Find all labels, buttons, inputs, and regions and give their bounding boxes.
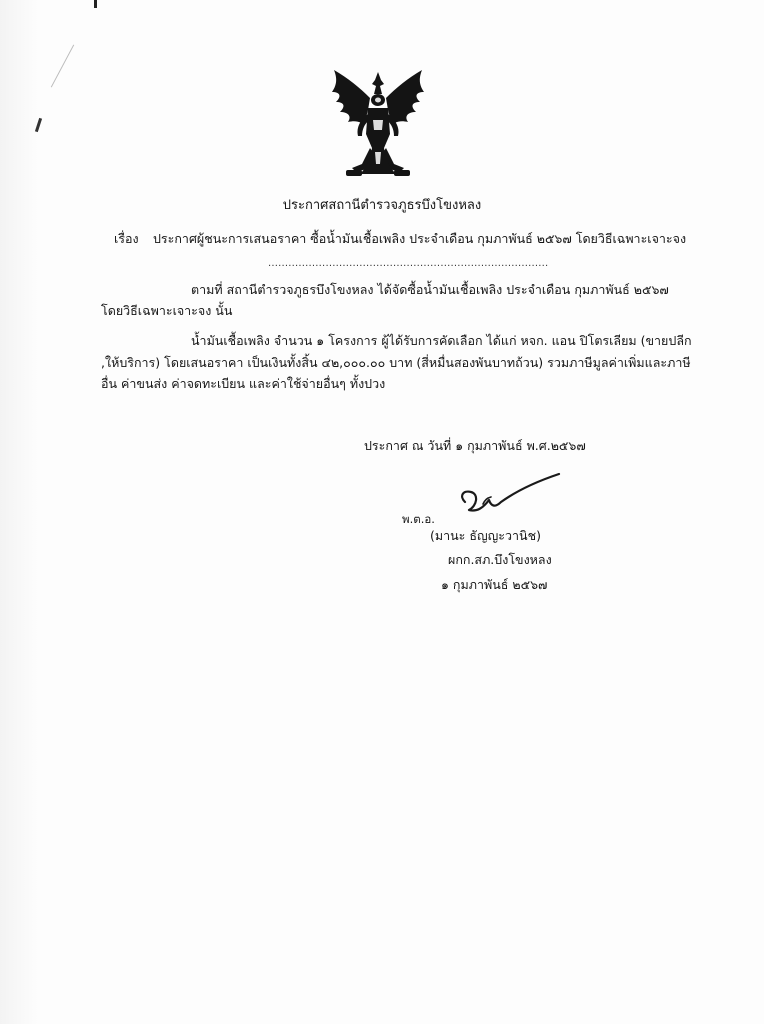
garuda-emblem-icon	[326, 64, 430, 182]
paragraph-2-line-2: ,ให้บริการ) โดยเสนอราคา เป็นเงินทั้งสิ้น ๔๒,๐๐๐.๐๐ บาท (สี่หมื่นสองพันบาทถ้วน) รวมภาษีมูลค่าเพิ่มและภาษี	[101, 355, 691, 370]
scan-artifact-top	[94, 0, 97, 8]
handwritten-signature	[455, 470, 565, 520]
scan-edge-shadow	[0, 0, 38, 1024]
subject-text: ประกาศผู้ชนะการเสนอราคา ซื้อน้ำมันเชื้อเพลิง ประจำเดือน กุมภาพันธ์ ๒๕๖๗ โดยวิธีเฉพาะเจาะจง	[153, 231, 687, 246]
signer-position: ผกก.สภ.บึงโขงหลง	[448, 552, 552, 567]
signer-name: (มานะ ธัญญะวานิช)	[430, 528, 541, 543]
paragraph-1-line-2: โดยวิธีเฉพาะเจาะจง นั้น	[101, 303, 233, 318]
announcement-date: ประกาศ ณ วันที่ ๑ กุมภาพันธ์ พ.ศ.๒๕๖๗	[364, 438, 586, 453]
subject-label: เรื่อง	[114, 231, 139, 246]
paragraph-2-line-1: น้ำมันเชื้อเพลิง จำนวน ๑ โครงการ ผู้ได้รับการคัดเลือก ได้แก่ หจก. แอน ปิโตรเลียม (ขายปลีก	[191, 333, 692, 348]
signature-date: ๑ กุมภาพันธ์ ๒๕๖๗	[441, 577, 548, 592]
document-title: ประกาศสถานีตำรวจภูธรบึงโขงหลง	[282, 198, 482, 213]
separator-dots: ...................................................................................	[268, 258, 549, 269]
paragraph-2-line-3: อื่น ค่าขนส่ง ค่าจดทะเบียน และค่าใช้จ่ายอื่นๆ ทั้งปวง	[101, 376, 386, 391]
scan-artifact-line	[51, 45, 74, 88]
paragraph-1-line-1: ตามที่ สถานีตำรวจภูธรบึงโขงหลง ได้จัดซื้อน้ำมันเชื้อเพลิง ประจำเดือน กุมภาพันธ์ ๒๕๖๗	[191, 282, 669, 297]
signer-rank: พ.ต.อ.	[402, 512, 435, 526]
